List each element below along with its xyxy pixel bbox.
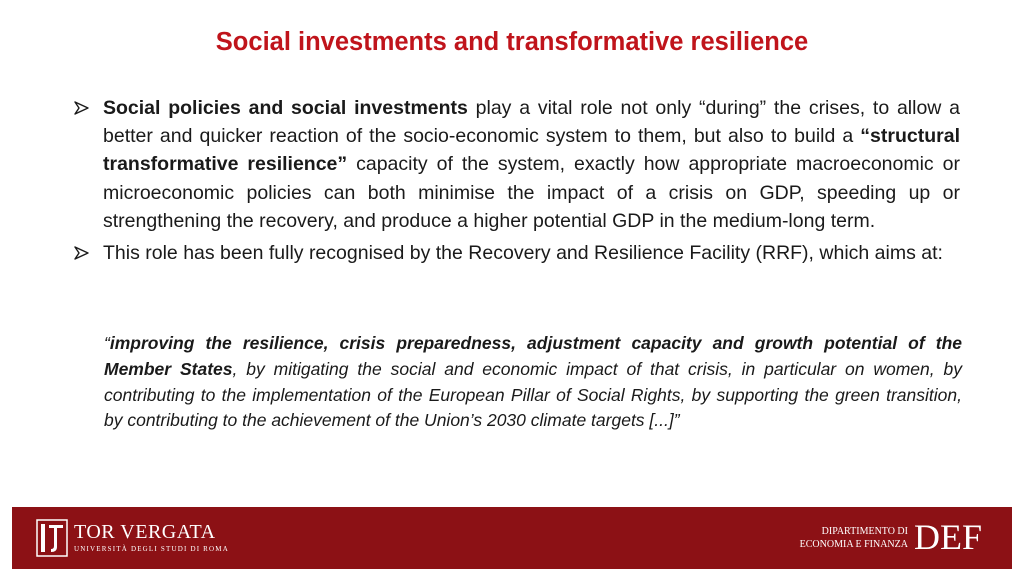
bullet-1-text-b: capacity of the system, exactly how appropriate macroeconomic or microeconomic policies can both minimise the impact of a crisis on GDP, speeding up or strengthening the recovery, and produce a higher potential GDP in the medium-long term. [103, 153, 960, 232]
department-line-1: DIPARTIMENTO DI [821, 526, 908, 537]
arrow-bullet-icon [74, 101, 90, 115]
bullet-item-2 [74, 239, 960, 267]
arrow-bullet-icon [74, 246, 90, 260]
department-line-2: ECONOMIA E FINANZA [799, 539, 908, 550]
rrf-quote [104, 331, 962, 434]
page-title: Social investments and transformative resilience [215, 28, 809, 56]
bullet-list [74, 94, 960, 271]
quote-rest: , by mitigating the social and economic impact of that crisis, in particular on women, by contributing to the implementation of the European Pillar of Social Rights, by supporting the green transition, by contributing to the achievement of the Union’s 2030 climate targets [...]” [104, 358, 962, 431]
quote-open-mark: “ [104, 333, 110, 353]
quote-bold: improving the resilience, crisis preparedness, adjustment capacity and growth potential of the Member States [104, 333, 962, 379]
footer-bar [12, 507, 1012, 569]
bullet-1-bold-lead: Social policies and social investments [103, 97, 468, 119]
university-name: TOR VERGATA [74, 521, 216, 543]
bullet-2-text: This role has been fully recognised by the Recovery and Resilience Facility (RRF), which aims at: [103, 242, 943, 265]
bullet-1-bold-mid: “structural transformative resilience” [103, 125, 960, 176]
def-logo: DEF [913, 517, 982, 557]
bullet-1-text-a: play a vital role not only “during” the crises, to allow a better and quicker reaction of the socio-economic system to them, but also to build a [103, 97, 961, 148]
tor-vergata-logo-icon [36, 519, 68, 557]
bullet-item-1 [74, 94, 960, 235]
university-subtitle: UNIVERSITÀ DEGLI STUDI DI ROMA [74, 545, 229, 553]
